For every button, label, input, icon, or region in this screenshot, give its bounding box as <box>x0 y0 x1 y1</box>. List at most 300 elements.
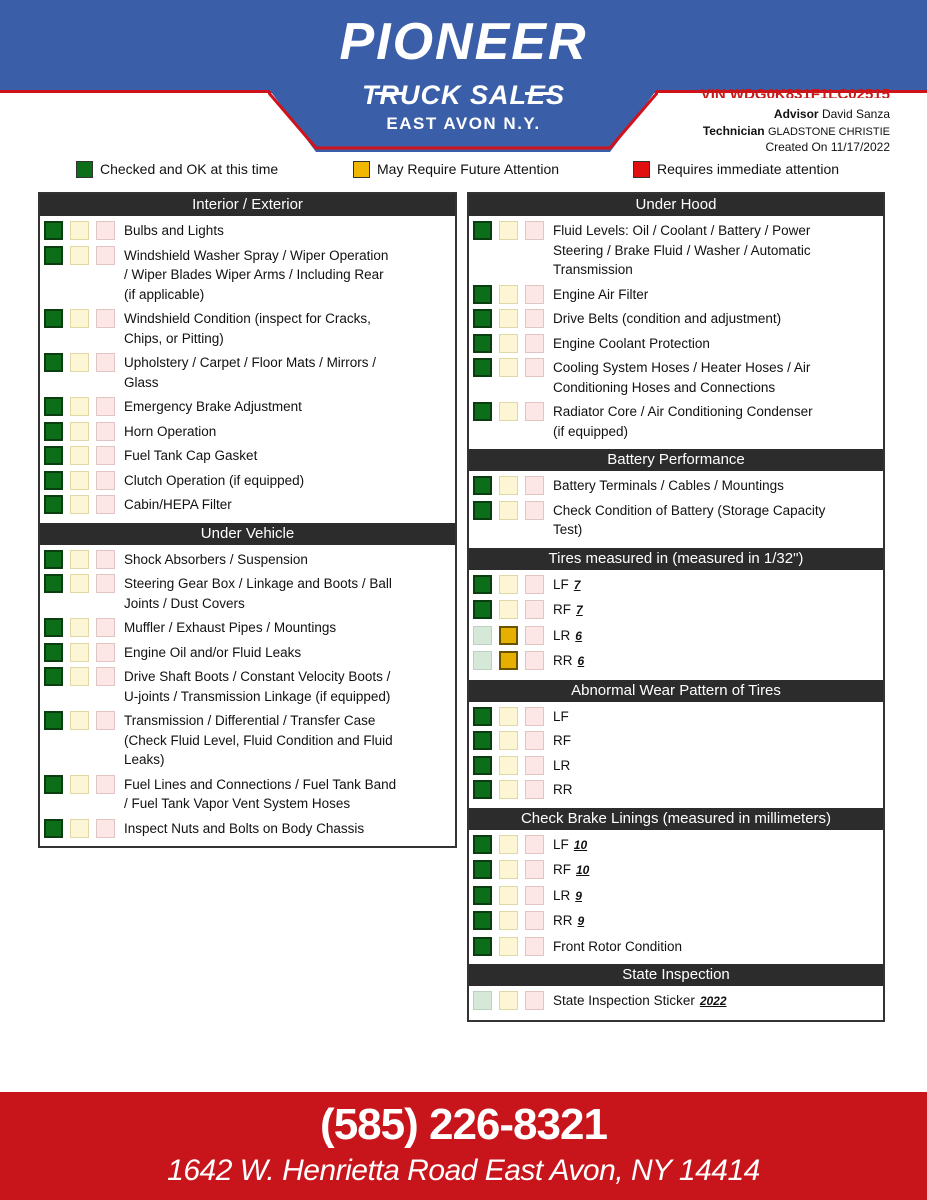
status-immediate-box[interactable] <box>96 574 115 593</box>
status-future-box[interactable] <box>70 711 89 730</box>
legend-immediate-swatch <box>633 161 650 178</box>
status-ok-box[interactable] <box>473 285 492 304</box>
item-label-line: Front Rotor Condition <box>553 938 683 954</box>
status-future-box[interactable] <box>499 626 518 645</box>
legend-ok-swatch <box>76 161 93 178</box>
status-future-box[interactable] <box>499 221 518 240</box>
status-future-box[interactable] <box>499 911 518 930</box>
item-label-line: Engine Oil and/or Fluid Leaks <box>124 644 302 660</box>
checklist-row <box>469 756 883 776</box>
status-immediate-box[interactable] <box>96 819 115 838</box>
item-label-text: LR <box>553 887 571 903</box>
checklist-row <box>469 835 883 856</box>
section-body <box>469 471 883 548</box>
status-future-box[interactable] <box>70 643 89 662</box>
status-immediate-box[interactable] <box>525 707 544 726</box>
item-label-line: Joints / Dust Covers <box>124 595 245 611</box>
status-future-box[interactable] <box>499 835 518 854</box>
item-label-text: RF <box>553 862 571 877</box>
status-future-box[interactable] <box>499 886 518 905</box>
status-ok-box[interactable] <box>473 334 492 353</box>
checklist-row <box>469 334 883 354</box>
status-immediate-box[interactable] <box>525 780 544 799</box>
item-label-line: Cooling System Hoses / Heater Hoses / Air <box>553 360 811 375</box>
item-label <box>553 886 590 907</box>
status-future-box[interactable] <box>70 246 89 265</box>
status-immediate-box[interactable] <box>525 221 544 240</box>
status-immediate-box[interactable] <box>96 618 115 637</box>
checklist-row <box>469 937 883 957</box>
status-immediate-box[interactable] <box>96 397 115 416</box>
item-label <box>124 471 312 491</box>
status-boxes <box>44 819 122 838</box>
status-ok-box[interactable] <box>44 775 63 794</box>
status-immediate-box[interactable] <box>525 309 544 328</box>
status-future-box[interactable] <box>499 780 518 799</box>
status-ok-box[interactable] <box>473 991 492 1010</box>
section-header: Tires measured in (measured in 1/32") <box>469 548 883 570</box>
status-immediate-box[interactable] <box>525 476 544 495</box>
status-immediate-box[interactable] <box>525 860 544 879</box>
status-future-box[interactable] <box>70 422 89 441</box>
status-ok-box[interactable] <box>473 600 492 619</box>
status-immediate-box[interactable] <box>96 667 115 686</box>
right-column <box>467 192 885 1022</box>
status-boxes <box>473 309 551 328</box>
status-immediate-box[interactable] <box>96 550 115 569</box>
status-boxes <box>473 626 551 645</box>
item-label <box>553 575 588 596</box>
item-label <box>553 309 789 329</box>
status-immediate-box[interactable] <box>96 471 115 490</box>
status-future-box[interactable] <box>70 618 89 637</box>
status-boxes <box>44 711 122 730</box>
created-label: Created On <box>765 140 828 154</box>
status-immediate-box[interactable] <box>525 501 544 520</box>
status-immediate-box[interactable] <box>96 775 115 794</box>
status-boxes <box>473 285 551 304</box>
item-label-line: Conditioning Hoses and Connections <box>553 379 776 395</box>
status-immediate-box[interactable] <box>525 600 544 619</box>
status-ok-box[interactable] <box>473 651 492 670</box>
checklist-row <box>469 600 883 621</box>
item-label <box>553 756 578 776</box>
section-body <box>469 830 883 965</box>
checklist-row <box>40 643 455 663</box>
status-immediate-box[interactable] <box>96 353 115 372</box>
item-label <box>124 353 384 392</box>
status-ok-box[interactable] <box>473 707 492 726</box>
status-boxes <box>44 446 122 465</box>
status-future-box[interactable] <box>70 667 89 686</box>
item-label <box>124 618 344 638</box>
item-label-line <box>553 991 727 1012</box>
status-boxes <box>473 937 551 956</box>
status-ok-box[interactable] <box>473 626 492 645</box>
item-label-line: Drive Shaft Boots / Constant Velocity Boots / <box>124 669 391 684</box>
status-ok-box[interactable] <box>473 575 492 594</box>
item-label <box>124 422 224 442</box>
item-label-line <box>553 911 584 932</box>
status-future-box[interactable] <box>70 550 89 569</box>
item-label <box>124 775 404 814</box>
status-boxes <box>473 358 551 377</box>
item-label-line: LR <box>553 757 571 773</box>
item-label-line <box>553 860 589 881</box>
section-body <box>469 570 883 680</box>
measurement-value: 9 <box>575 888 582 903</box>
status-ok-box[interactable] <box>473 886 492 905</box>
status-future-box[interactable] <box>70 471 89 490</box>
checklist-row <box>469 780 883 800</box>
item-label-line <box>553 626 582 647</box>
section-body <box>469 216 883 449</box>
logo-truck-sales: TRUCK SALES <box>361 80 565 110</box>
checklist-row <box>40 221 455 241</box>
checklist-row <box>40 711 455 770</box>
footer-phone[interactable]: (585) 226-8321 <box>320 1100 607 1149</box>
status-future-box[interactable] <box>499 707 518 726</box>
checklist-row <box>469 911 883 932</box>
item-label-line: RR <box>553 782 573 797</box>
status-immediate-box[interactable] <box>525 911 544 930</box>
checklist-row <box>40 309 455 348</box>
status-boxes <box>44 667 122 686</box>
status-future-box[interactable] <box>70 574 89 593</box>
item-label-line: Cabin/HEPA Filter <box>124 497 232 512</box>
status-boxes <box>473 911 551 930</box>
status-immediate-box[interactable] <box>525 731 544 750</box>
item-label-line <box>553 835 587 856</box>
legend-future <box>353 158 559 180</box>
item-label-line: Steering / Brake Fluid / Washer / Automatic <box>553 242 811 258</box>
status-boxes <box>44 309 122 328</box>
checklist-row <box>469 358 883 397</box>
status-future-box[interactable] <box>499 575 518 594</box>
item-label-line: Windshield Condition (inspect for Cracks, <box>124 311 371 326</box>
item-label-line: Fuel Lines and Connections / Fuel Tank Band <box>124 776 397 792</box>
status-ok-box[interactable] <box>473 860 492 879</box>
status-immediate-box[interactable] <box>96 422 115 441</box>
status-ok-box[interactable] <box>473 731 492 750</box>
checklist-row <box>40 574 455 613</box>
status-immediate-box[interactable] <box>96 643 115 662</box>
item-label-line: U-joints / Transmission Linkage (if equipped) <box>124 688 391 704</box>
checklist-row <box>40 819 455 839</box>
checklist-row <box>40 422 455 442</box>
status-future-box[interactable] <box>70 353 89 372</box>
status-immediate-box[interactable] <box>96 246 115 265</box>
item-label <box>124 446 265 466</box>
status-immediate-box[interactable] <box>96 495 115 514</box>
item-label-line <box>553 886 582 907</box>
status-ok-box[interactable] <box>473 476 492 495</box>
item-label <box>553 626 590 647</box>
checklist-row <box>40 667 455 706</box>
item-label-line: Horn Operation <box>124 423 217 439</box>
item-label <box>124 819 372 839</box>
status-boxes <box>473 731 551 750</box>
item-label-line: Clutch Operation (if equipped) <box>124 472 305 488</box>
logo-pioneer: PIONEER <box>339 13 588 71</box>
section-body <box>40 216 455 523</box>
status-future-box[interactable] <box>499 937 518 956</box>
status-future-box[interactable] <box>70 221 89 240</box>
item-label-line <box>553 575 580 596</box>
status-ok-box[interactable] <box>473 937 492 956</box>
item-label-line: Check Condition of Battery (Storage Capacity <box>553 502 826 518</box>
item-label-line: Chips, or Pitting) <box>124 330 224 346</box>
status-ok-box[interactable] <box>44 618 63 637</box>
status-ok-box[interactable] <box>473 835 492 854</box>
status-future-box[interactable] <box>70 775 89 794</box>
status-boxes <box>473 600 551 619</box>
status-immediate-box[interactable] <box>96 309 115 328</box>
item-label-line: Test) <box>553 522 583 537</box>
item-label <box>124 221 232 241</box>
item-label <box>124 495 240 515</box>
checklist-row <box>40 775 455 814</box>
status-ok-box[interactable] <box>44 471 63 490</box>
footer-address: 1642 W. Henrietta Road East Avon, NY 14414 <box>167 1154 760 1187</box>
item-label-line: Steering Gear Box / Linkage and Boots / Ball <box>124 576 392 591</box>
section-body <box>469 702 883 808</box>
item-label <box>124 574 400 613</box>
item-label <box>553 501 833 540</box>
item-label-line: Engine Coolant Protection <box>553 335 710 351</box>
status-future-box[interactable] <box>499 334 518 353</box>
measurement-value: 6 <box>575 628 582 643</box>
checklist-row <box>469 860 883 881</box>
item-label-line: Muffler / Exhaust Pipes / Mountings <box>124 620 337 635</box>
item-label <box>553 707 577 727</box>
legend-immediate-label: Requires immediate attention <box>657 161 840 177</box>
status-ok-box[interactable] <box>44 397 63 416</box>
status-future-box[interactable] <box>499 651 518 670</box>
item-label <box>553 991 735 1012</box>
measurement-value: 10 <box>576 863 590 877</box>
item-label <box>124 309 379 348</box>
item-label <box>124 643 309 663</box>
status-boxes <box>473 707 551 726</box>
created-date: 11/17/2022 <box>830 140 890 154</box>
status-boxes <box>44 422 122 441</box>
checklist-row <box>469 991 883 1012</box>
status-ok-box[interactable] <box>473 501 492 520</box>
legend-ok-label: Checked and OK at this time <box>100 161 279 177</box>
status-immediate-box[interactable] <box>96 446 115 465</box>
item-label <box>553 860 597 881</box>
item-label <box>553 651 592 672</box>
legend-future-label: May Require Future Attention <box>377 161 560 177</box>
checklist-row <box>469 707 883 727</box>
status-future-box[interactable] <box>70 397 89 416</box>
item-label <box>553 600 591 621</box>
item-label-line: Emergency Brake Adjustment <box>124 399 302 414</box>
legend-ok <box>76 158 278 180</box>
status-future-box[interactable] <box>499 309 518 328</box>
status-ok-box[interactable] <box>473 358 492 377</box>
item-label-line: Windshield Washer Spray / Wiper Operation <box>124 247 389 263</box>
status-ok-box[interactable] <box>44 446 63 465</box>
status-future-box[interactable] <box>499 991 518 1010</box>
item-label-text: RF <box>553 602 571 617</box>
item-label-text: LF <box>553 576 569 592</box>
left-column <box>38 192 457 848</box>
item-label <box>124 397 310 417</box>
status-future-box[interactable] <box>70 495 89 514</box>
checklist-row <box>40 550 455 570</box>
status-immediate-box[interactable] <box>525 626 544 645</box>
technician-label: Technician <box>702 124 765 138</box>
status-boxes <box>473 476 551 495</box>
status-future-box[interactable] <box>70 309 89 328</box>
status-immediate-box[interactable] <box>525 402 544 421</box>
status-future-box[interactable] <box>499 731 518 750</box>
status-boxes <box>44 574 122 593</box>
checklist-row <box>40 495 455 515</box>
status-boxes <box>473 886 551 905</box>
status-boxes <box>473 780 551 799</box>
item-label <box>553 285 656 305</box>
status-future-box[interactable] <box>499 756 518 775</box>
status-immediate-box[interactable] <box>525 886 544 905</box>
status-future-box[interactable] <box>499 476 518 495</box>
advisor-name: David Sanza <box>821 107 890 121</box>
status-ok-box[interactable] <box>473 911 492 930</box>
status-future-box[interactable] <box>70 446 89 465</box>
status-boxes <box>473 221 551 240</box>
status-boxes <box>44 353 122 372</box>
status-ok-box[interactable] <box>44 574 63 593</box>
status-ok-box[interactable] <box>44 550 63 569</box>
item-label-line: / Fuel Tank Vapor Vent System Hoses <box>124 796 351 811</box>
status-ok-box[interactable] <box>473 221 492 240</box>
item-label-line: (if applicable) <box>124 286 205 302</box>
section-header: Abnormal Wear Pattern of Tires <box>469 680 883 702</box>
status-future-box[interactable] <box>499 285 518 304</box>
status-ok-box[interactable] <box>44 309 63 328</box>
status-ok-box[interactable] <box>473 780 492 799</box>
item-label-text: LR <box>553 627 571 643</box>
legend-future-swatch <box>353 161 370 178</box>
item-label <box>553 731 579 751</box>
status-ok-box[interactable] <box>473 309 492 328</box>
item-label <box>124 550 316 570</box>
checklist-row <box>469 309 883 329</box>
status-ok-box[interactable] <box>44 667 63 686</box>
measurement-value: 9 <box>577 914 585 928</box>
item-label-line: Bulbs and Lights <box>124 223 224 238</box>
item-label-line: Leaks) <box>124 752 165 767</box>
checklist-row <box>40 446 455 466</box>
item-label <box>553 358 818 397</box>
status-ok-box[interactable] <box>473 756 492 775</box>
status-boxes <box>44 550 122 569</box>
checklist-row <box>469 886 883 907</box>
checklist-row <box>40 618 455 638</box>
status-immediate-box[interactable] <box>525 358 544 377</box>
status-boxes <box>44 618 122 637</box>
status-future-box[interactable] <box>499 600 518 619</box>
status-immediate-box[interactable] <box>96 221 115 240</box>
status-immediate-box[interactable] <box>96 711 115 730</box>
item-label-line: Shock Absorbers / Suspension <box>124 551 308 567</box>
status-boxes <box>473 651 551 670</box>
status-future-box[interactable] <box>499 402 518 421</box>
status-boxes <box>44 643 122 662</box>
checklist-row <box>469 285 883 305</box>
status-boxes <box>44 221 122 240</box>
item-label-line: LF <box>553 708 569 724</box>
item-label <box>553 476 792 496</box>
footer-band <box>0 1092 927 1200</box>
status-boxes <box>473 575 551 594</box>
measurement-value: 2022 <box>699 994 727 1008</box>
status-boxes <box>473 835 551 854</box>
status-ok-box[interactable] <box>44 353 63 372</box>
item-label-text: LF <box>553 836 569 852</box>
item-label-line: Engine Air Filter <box>553 286 649 302</box>
item-label <box>124 246 396 305</box>
status-boxes <box>44 471 122 490</box>
item-label-line: Transmission / Differential / Transfer Case <box>124 713 376 728</box>
status-immediate-box[interactable] <box>525 835 544 854</box>
item-label-line: Fuel Tank Cap Gasket <box>124 448 258 463</box>
status-immediate-box[interactable] <box>525 334 544 353</box>
item-label <box>124 711 401 770</box>
vin-number: VIN WDG0K831F1LC02515 <box>700 86 890 98</box>
status-immediate-box[interactable] <box>525 651 544 670</box>
status-ok-box[interactable] <box>44 495 63 514</box>
status-ok-box[interactable] <box>44 819 63 838</box>
status-ok-box[interactable] <box>473 402 492 421</box>
item-label-line: RF <box>553 733 571 748</box>
item-label-line: Fluid Levels: Oil / Coolant / Battery / Power <box>553 223 811 238</box>
status-ok-box[interactable] <box>44 422 63 441</box>
item-label-line: Glass <box>124 374 159 390</box>
status-boxes <box>44 246 122 265</box>
status-immediate-box[interactable] <box>525 991 544 1010</box>
status-future-box[interactable] <box>499 860 518 879</box>
status-immediate-box[interactable] <box>525 575 544 594</box>
status-future-box[interactable] <box>499 501 518 520</box>
status-immediate-box[interactable] <box>525 285 544 304</box>
checklist-row <box>469 501 883 540</box>
status-boxes <box>473 334 551 353</box>
section-header: Check Brake Linings (measured in millimeters) <box>469 808 883 830</box>
status-immediate-box[interactable] <box>525 937 544 956</box>
checklist-row <box>40 471 455 491</box>
status-ok-box[interactable] <box>44 221 63 240</box>
advisor-label: Advisor <box>773 107 819 121</box>
status-boxes <box>473 991 551 1010</box>
item-label <box>553 402 821 441</box>
item-label-line: Drive Belts (condition and adjustment) <box>553 311 782 326</box>
item-label <box>553 221 819 280</box>
status-ok-box[interactable] <box>44 246 63 265</box>
status-ok-box[interactable] <box>44 643 63 662</box>
status-boxes <box>473 756 551 775</box>
checklist-row <box>40 397 455 417</box>
status-ok-box[interactable] <box>44 711 63 730</box>
status-future-box[interactable] <box>70 819 89 838</box>
item-label-line: Battery Terminals / Cables / Mountings <box>553 478 784 493</box>
status-boxes <box>473 501 551 520</box>
item-label-line: Upholstery / Carpet / Floor Mats / Mirrors / <box>124 355 377 370</box>
status-future-box[interactable] <box>499 358 518 377</box>
status-immediate-box[interactable] <box>525 756 544 775</box>
